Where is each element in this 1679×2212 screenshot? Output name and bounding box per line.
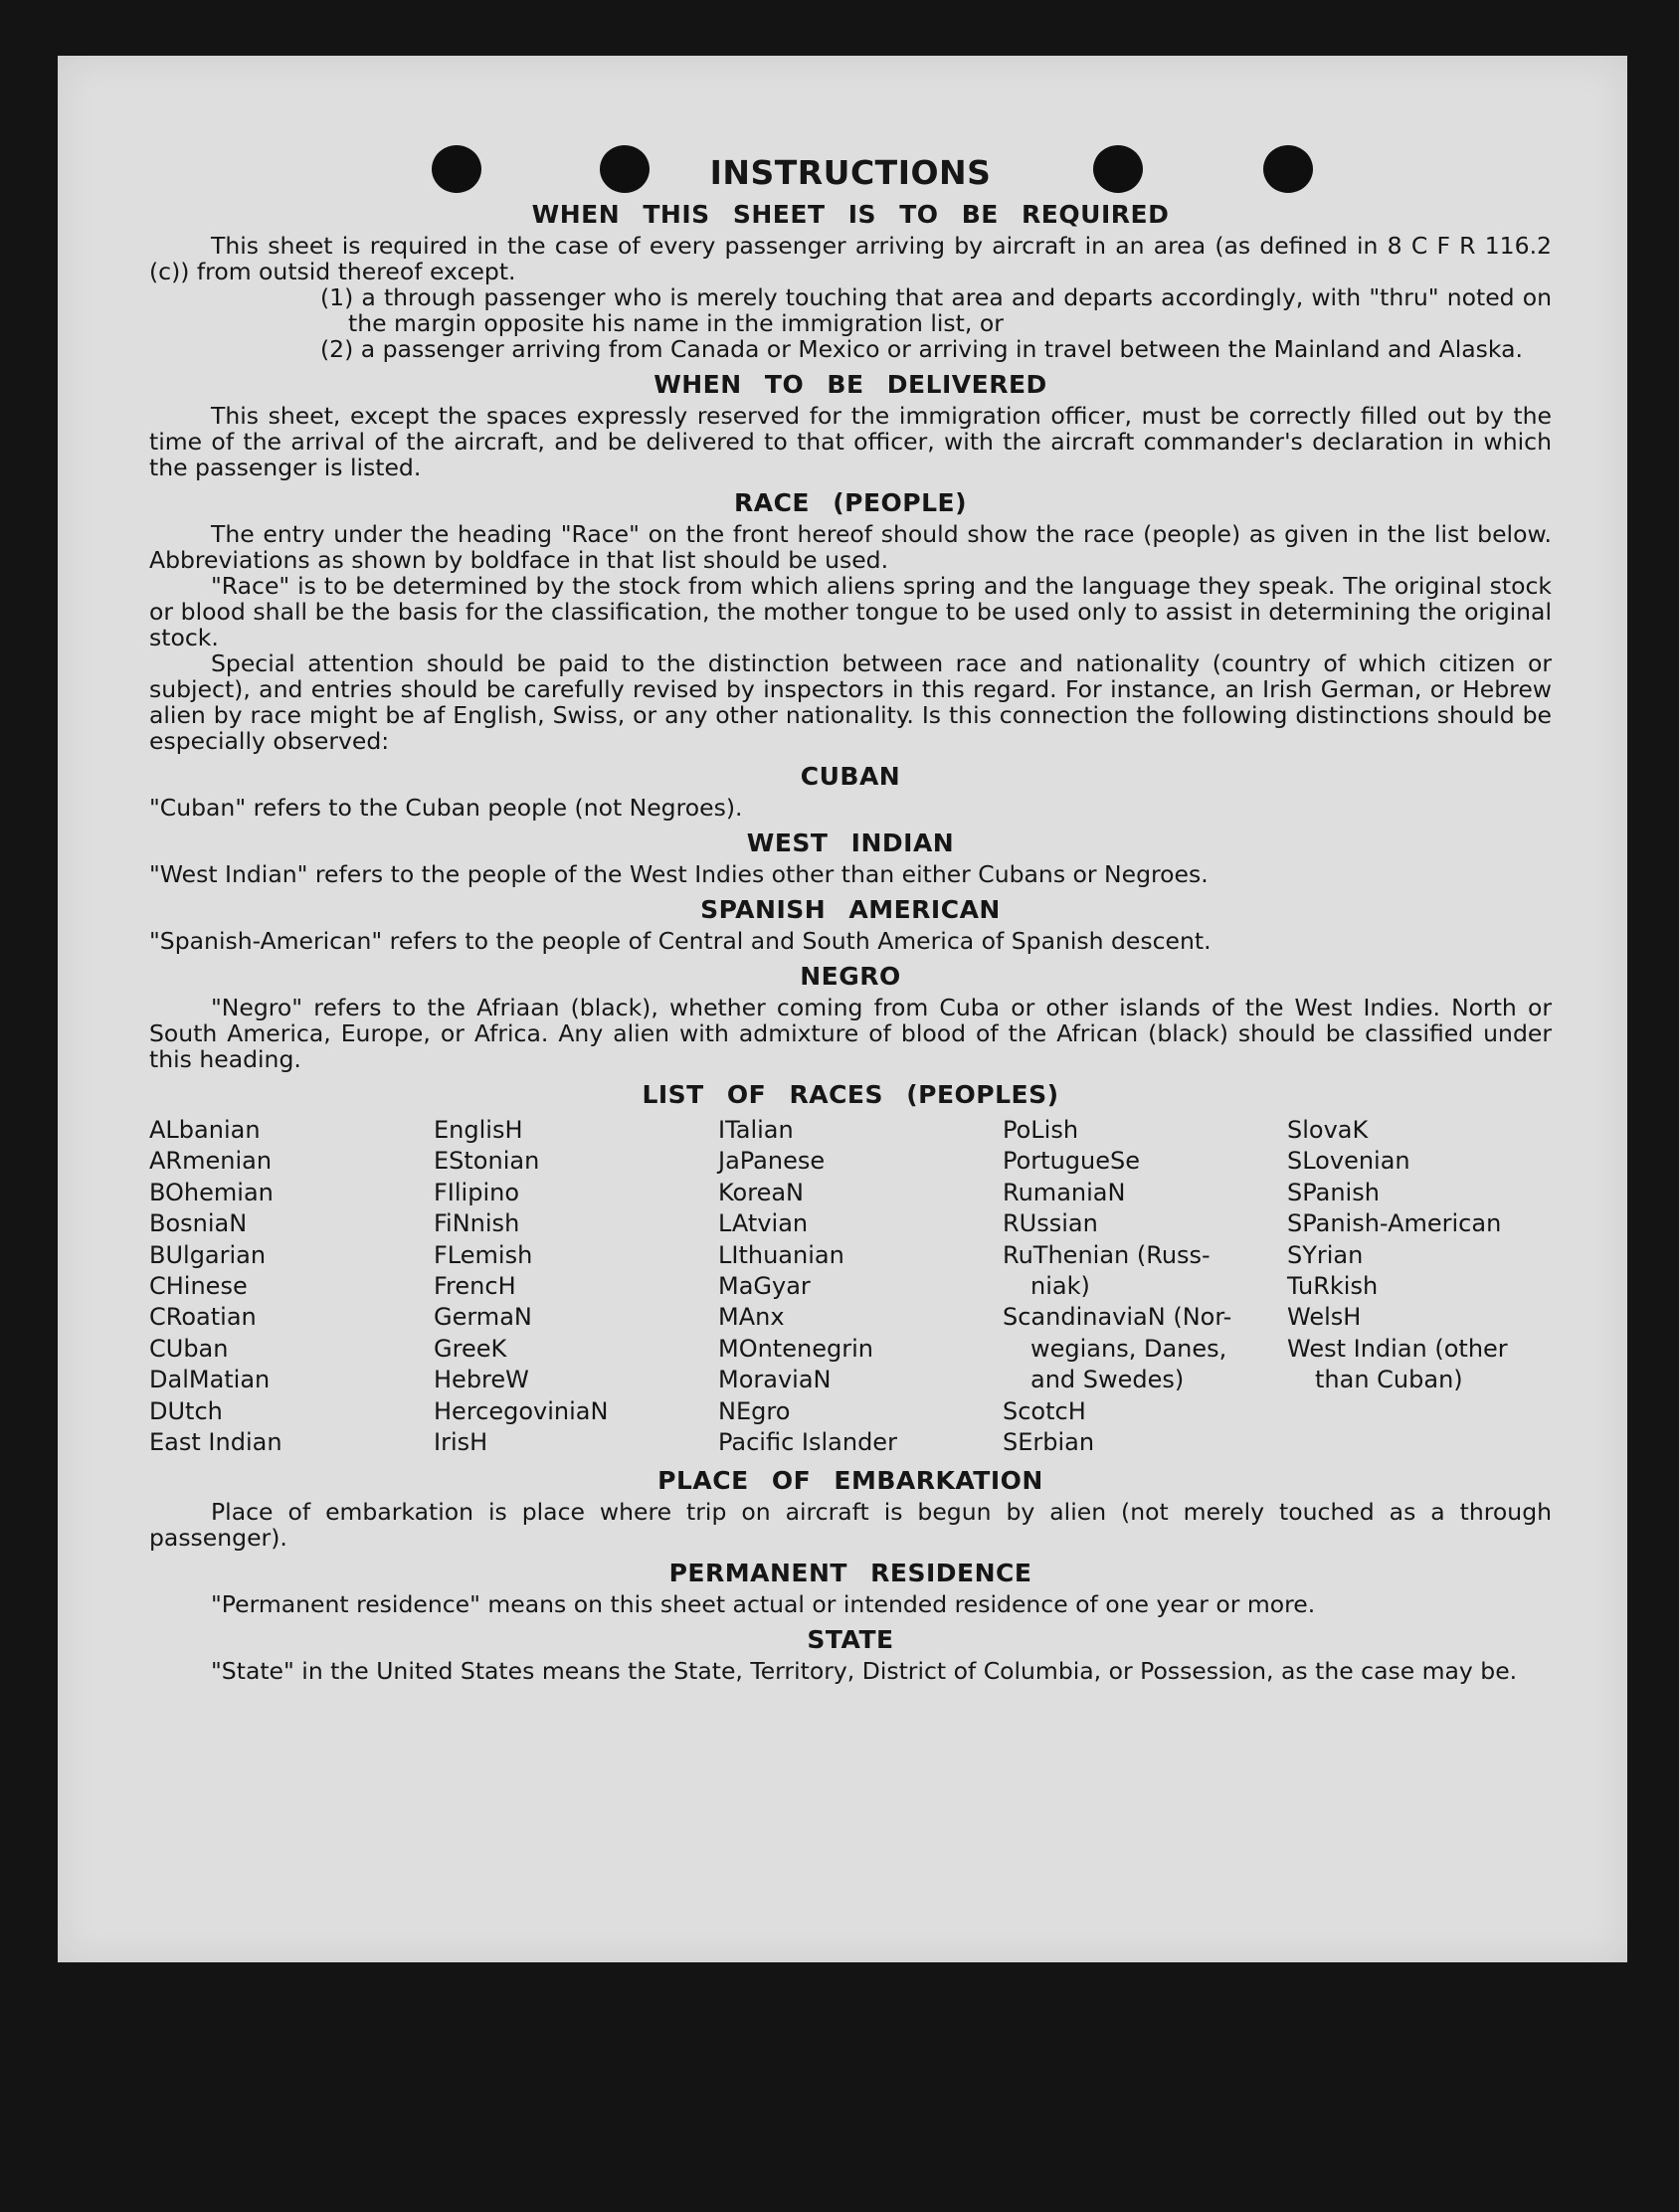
race-item: Pacific Islander <box>718 1428 897 1457</box>
race-item: JaPanese <box>718 1147 826 1176</box>
race-item: niak) <box>1030 1272 1090 1301</box>
race-item: SErbian <box>1003 1428 1095 1457</box>
paragraph: "Negro" refers to the Afriaan (black), whether coming from Cuba or other islands of the West Indies. North or South America, Europe, or Africa. Any alien with admixture of blood of the African (black) should be classified under this heading. <box>149 994 1552 1073</box>
section-heading: STATE <box>807 1625 894 1655</box>
race-item: RuThenian (Russ- <box>1003 1240 1211 1269</box>
paragraph: "Spanish-American" refers to the people of Central and South America of Spanish descent. <box>149 927 1212 955</box>
race-item: LAtvian <box>718 1209 809 1238</box>
race-item: SlovaK <box>1287 1116 1369 1144</box>
race-item: NEgro <box>718 1396 791 1425</box>
race-item: PoLish <box>1003 1116 1079 1144</box>
section-heading: PERMANENT RESIDENCE <box>668 1559 1032 1588</box>
race-item: SYrian <box>1287 1240 1364 1269</box>
race-item: WelsH <box>1287 1303 1362 1332</box>
race-item: BosniaN <box>149 1209 248 1238</box>
list-item: (1) a through passenger who is merely touching that area and departs accordingly, with "thru" noted on the margin opposite his name in the immigration list, or <box>320 283 1552 337</box>
race-item: FLemish <box>434 1240 533 1269</box>
paragraph: Place of embarkation is place where trip on aircraft is begun by alien (not merely touched as a through passenger). <box>149 1498 1552 1553</box>
section-heading: WHEN THIS SHEET IS TO BE REQUIRED <box>531 200 1170 229</box>
section-heading: LIST OF RACES (PEOPLES) <box>642 1080 1059 1109</box>
section-heading: WEST INDIAN <box>746 829 955 857</box>
paragraph: Special attention should be paid to the distinction between race and nationality (country of which citizen or subject), and entries should be carefully revised by inspectors in this regard. For instance, an Irish German, or Hebrew alien by race might be af English, Swiss, or any other nationality. Is this connection the following distinctions should be especially observed: <box>149 649 1552 755</box>
race-item: MoraviaN <box>718 1366 832 1394</box>
paragraph: "Cuban" refers to the Cuban people (not Negroes). <box>149 794 743 822</box>
paragraph: "West Indian" refers to the people of the West Indies other than either Cubans or Negroes. <box>149 860 1209 888</box>
race-item: ITalian <box>718 1116 794 1144</box>
race-item: KoreaN <box>718 1178 804 1206</box>
race-item: CHinese <box>149 1272 248 1301</box>
race-item: MAnx <box>718 1303 785 1332</box>
race-item: DalMatian <box>149 1366 271 1394</box>
race-item: EStonian <box>434 1147 540 1176</box>
section-heading: PLACE OF EMBARKATION <box>657 1466 1043 1496</box>
list-item: (2) a passenger arriving from Canada or Mexico or arriving in travel between the Mainland and Alaska. <box>320 335 1523 363</box>
race-column <box>434 1115 718 1458</box>
race-item: RUssian <box>1003 1209 1098 1238</box>
race-item: GermaN <box>434 1303 532 1332</box>
race-column <box>718 1115 1003 1458</box>
race-item: than Cuban) <box>1315 1366 1463 1394</box>
race-item: LIthuanian <box>718 1240 844 1269</box>
paragraph: The entry under the heading "Race" on the front hereof should show the race (people) as given in the list below. Abbreviations as shown by boldface in that list should be used. <box>149 520 1552 574</box>
race-item: and Swedes) <box>1030 1366 1185 1394</box>
race-item: IrisH <box>434 1428 488 1457</box>
race-item: SPanish <box>1287 1178 1380 1206</box>
page-title: INSTRUCTIONS <box>709 153 992 192</box>
instructions-body <box>149 149 1552 1684</box>
race-item: wegians, Danes, <box>1030 1334 1227 1363</box>
race-item: TuRkish <box>1287 1272 1379 1301</box>
race-item: CUban <box>149 1334 229 1363</box>
race-item: BUlgarian <box>149 1240 267 1269</box>
race-item: East Indian <box>149 1428 282 1457</box>
paragraph: "State" in the United States means the State, Territory, District of Columbia, or Possession, as the case may be. <box>211 1657 1518 1686</box>
race-item: SLovenian <box>1287 1147 1410 1176</box>
race-item: FrencH <box>434 1272 516 1301</box>
race-item: ALbanian <box>149 1116 261 1144</box>
paragraph: This sheet, except the spaces expressly reserved for the immigration officer, must be correctly filled out by the time of the arrival of the aircraft, and be delivered to that officer, with the aircraft commander's declaration in which the passenger is listed. <box>149 402 1552 481</box>
race-item: EnglisH <box>434 1116 523 1144</box>
race-item: BOhemian <box>149 1178 274 1206</box>
section-heading: RACE (PEOPLE) <box>733 488 968 517</box>
race-item: CRoatian <box>149 1303 257 1332</box>
paragraph: "Permanent residence" means on this sheet actual or intended residence of one year or more. <box>211 1590 1316 1619</box>
paragraph: "Race" is to be determined by the stock from which aliens spring and the language they speak. The original stock or blood shall be the basis for the classification, the mother tongue to be used only to assist in determining the original stock. <box>149 572 1552 651</box>
race-item: PortugueSe <box>1003 1147 1140 1176</box>
race-item: ARmenian <box>149 1147 273 1176</box>
race-item: ScandinaviaN (Nor- <box>1003 1303 1232 1332</box>
race-item: MaGyar <box>718 1272 811 1301</box>
race-column <box>149 1115 434 1458</box>
section-heading: CUBAN <box>800 762 901 791</box>
race-item: HebreW <box>434 1366 529 1394</box>
race-column <box>1003 1115 1287 1458</box>
paragraph: This sheet is required in the case of every passenger arriving by aircraft in an area (as defined in 8 C F R 116.2 (c)) from outsid thereof except. <box>149 232 1552 285</box>
section-heading: NEGRO <box>800 962 901 991</box>
race-item: MOntenegrin <box>718 1334 873 1363</box>
race-item: DUtch <box>149 1396 223 1425</box>
section-heading: WHEN TO BE DELIVERED <box>653 370 1047 399</box>
race-item: SPanish-American <box>1287 1209 1502 1238</box>
race-item: GreeK <box>434 1334 507 1363</box>
race-column <box>1287 1115 1572 1458</box>
race-list <box>149 1115 1552 1458</box>
race-item: FIlipino <box>434 1178 520 1206</box>
race-item: ScotcH <box>1003 1396 1086 1425</box>
race-item: HercegoviniaN <box>434 1396 609 1425</box>
race-item: FiNnish <box>434 1209 520 1238</box>
section-heading: SPANISH AMERICAN <box>700 895 1001 924</box>
race-item: West Indian (other <box>1287 1334 1508 1363</box>
race-item: RumaniaN <box>1003 1178 1126 1206</box>
